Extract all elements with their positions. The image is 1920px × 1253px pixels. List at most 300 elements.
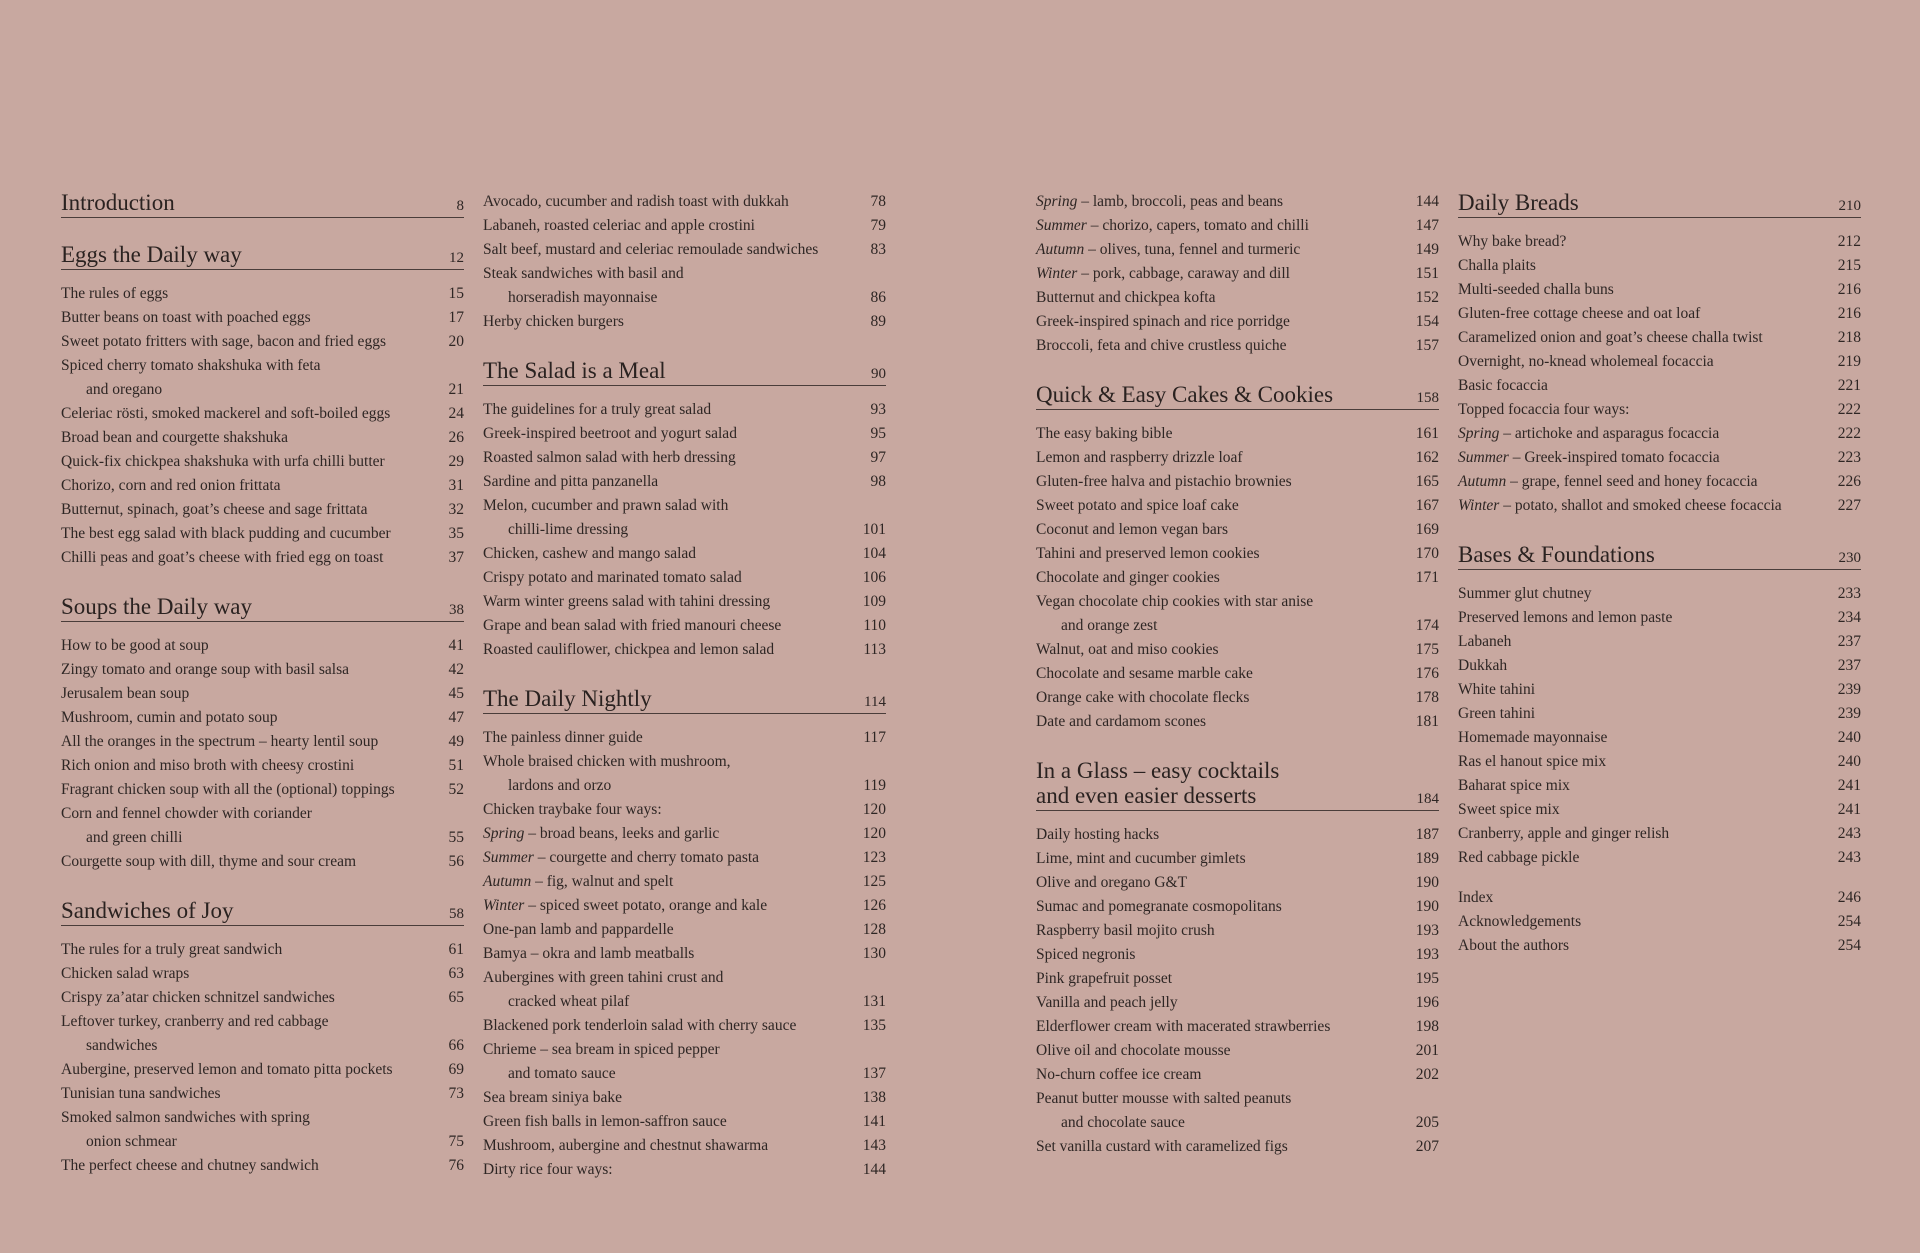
entry-title	[1458, 774, 1570, 798]
entry-title-text: Chicken salad wraps	[61, 965, 190, 982]
section-title: Eggs the Daily way	[61, 242, 242, 267]
toc-entry	[483, 446, 886, 470]
entry-title	[61, 850, 356, 874]
section-title: Quick & Easy Cakes & Cookies	[1036, 382, 1334, 407]
entry-title-text: Roasted cauliflower, chickpea and lemon salad	[483, 641, 775, 658]
section-page-number: 12	[449, 250, 464, 266]
entry-page-number: 187	[1415, 826, 1439, 843]
entry-title	[483, 470, 658, 494]
entry-page-number: 226	[1837, 473, 1861, 490]
toc-entry	[61, 962, 464, 986]
entry-title-text: Raspberry basil mojito crush	[1036, 922, 1215, 939]
toc-entry	[1458, 254, 1861, 278]
toc-entry	[1458, 278, 1861, 302]
entry-title	[61, 474, 281, 498]
entry-page-number: 75	[448, 1133, 464, 1150]
entry-page-number: 31	[448, 477, 464, 494]
entry-title-text: – Greek-inspired tomato focaccia	[1508, 449, 1720, 466]
entry-title	[483, 590, 770, 614]
entry-title	[61, 1154, 319, 1178]
entry-page-number: 222	[1837, 401, 1861, 418]
entry-title-text: Cranberry, apple and ginger relish	[1458, 825, 1670, 842]
entry-page-number: 98	[870, 473, 886, 490]
toc-entry	[1036, 710, 1439, 734]
entry-page-number: 138	[862, 1089, 886, 1106]
entry-title	[1458, 910, 1581, 934]
entry-title-text: Labaneh	[1458, 633, 1512, 650]
entry-title-text: Peanut butter mousse with salted peanuts	[1036, 1090, 1292, 1107]
entry-page-number: 154	[1415, 313, 1439, 330]
entry-title	[1036, 895, 1282, 919]
entry-page-number: 218	[1837, 329, 1861, 346]
toc-entry	[483, 1038, 886, 1086]
entry-title-text: Herby chicken burgers	[483, 313, 624, 330]
entry-title-text: Multi-seeded challa buns	[1458, 281, 1614, 298]
toc-section	[483, 358, 886, 662]
section-title: The Salad is a Meal	[483, 358, 666, 383]
section-heading	[1458, 190, 1861, 218]
entry-title-text: Zingy tomato and orange soup with basil salsa	[61, 661, 349, 678]
entry-title-text: Basic focaccia	[1458, 377, 1548, 394]
entry-page-number: 35	[448, 525, 464, 542]
entry-title-text: Smoked salmon sandwiches with spring	[61, 1109, 310, 1126]
toc-entry	[483, 566, 886, 590]
entry-page-number: 26	[448, 429, 464, 446]
entry-title-text: Butter beans on toast with poached eggs	[61, 309, 311, 326]
season-label: Autumn	[483, 873, 532, 890]
entry-title-continuation: and oregano	[86, 381, 163, 398]
entry-title	[1036, 446, 1243, 470]
entry-title-text: Steak sandwiches with basil and	[483, 265, 684, 282]
entry-title-text: The rules for a truly great sandwich	[61, 941, 283, 958]
toc-entry	[61, 354, 464, 402]
entry-title	[1036, 638, 1219, 662]
entry-title-text: Sweet potato and spice loaf cake	[1036, 497, 1239, 514]
entry-page-number: 47	[448, 709, 464, 726]
entry-title-text: Topped focaccia four ways:	[1458, 401, 1630, 418]
entry-page-number: 254	[1837, 913, 1861, 930]
entry-title-text: Grape and bean salad with fried manouri cheese	[483, 617, 782, 634]
entry-title	[61, 658, 349, 682]
entry-title-continuation: chilli-lime dressing	[508, 521, 629, 538]
entry-title-text: – broad beans, leeks and garlic	[524, 825, 720, 842]
toc-entry	[483, 494, 886, 542]
entry-page-number: 21	[448, 381, 464, 398]
entry-title	[483, 870, 673, 894]
section-heading	[61, 242, 464, 270]
entry-page-number: 104	[862, 545, 886, 562]
entry-page-number: 241	[1837, 801, 1861, 818]
entry-title-text: Index	[1458, 889, 1494, 906]
toc-entry	[483, 1158, 886, 1182]
entry-page-number: 157	[1415, 337, 1439, 354]
entry-title	[483, 846, 759, 870]
toc-entry	[1458, 910, 1861, 934]
section-heading	[483, 686, 886, 714]
entry-page-number: 120	[862, 801, 886, 818]
entry-title	[483, 310, 624, 334]
toc-entry	[1458, 774, 1861, 798]
entry-title-text: Chorizo, corn and red onion frittata	[61, 477, 281, 494]
entry-page-number: 233	[1837, 585, 1861, 602]
toc-entry	[1036, 1087, 1439, 1135]
entry-title-text: Chicken traybake four ways:	[483, 801, 662, 818]
toc-column-2	[483, 190, 886, 1206]
entry-title	[1036, 590, 1313, 638]
entry-title	[1458, 750, 1606, 774]
entry-title-text: Preserved lemons and lemon paste	[1458, 609, 1673, 626]
toc-entry	[61, 282, 464, 306]
entry-page-number: 45	[448, 685, 464, 702]
toc-entry	[483, 1110, 886, 1134]
toc-entry	[61, 330, 464, 354]
entry-title	[1036, 710, 1206, 734]
entry-title-text: Sardine and pitta panzanella	[483, 473, 659, 490]
toc-entry	[61, 1082, 464, 1106]
entry-title	[61, 962, 189, 986]
entry-title	[483, 566, 742, 590]
entry-page-number: 162	[1415, 449, 1439, 466]
entry-title-text: Dukkah	[1458, 657, 1508, 674]
toc-entry	[1036, 494, 1439, 518]
entry-page-number: 113	[863, 641, 886, 658]
section-heading	[61, 190, 464, 218]
toc-section	[1036, 190, 1439, 358]
toc-entry	[483, 966, 886, 1014]
entry-page-number: 196	[1415, 994, 1439, 1011]
toc-entry	[61, 850, 464, 874]
toc-section	[1036, 382, 1439, 734]
entry-page-number: 167	[1415, 497, 1439, 514]
entry-title	[1036, 1015, 1330, 1039]
entry-title	[1036, 967, 1172, 991]
entry-title	[61, 522, 391, 546]
entry-title	[1458, 606, 1672, 630]
toc-section	[61, 594, 464, 874]
toc-entry	[61, 634, 464, 658]
entry-title-text: Salt beef, mustard and celeriac remoulade sandwiches	[483, 241, 819, 258]
entry-title	[483, 190, 789, 214]
entry-page-number: 239	[1837, 705, 1861, 722]
entry-page-number: 181	[1415, 713, 1439, 730]
entry-page-number: 49	[448, 733, 464, 750]
section-page-number: 58	[449, 906, 464, 922]
entry-title-text: Corn and fennel chowder with coriander	[61, 805, 312, 822]
entry-title-text: The best egg salad with black pudding and cucumber	[61, 525, 391, 542]
entry-title	[61, 354, 321, 402]
entry-page-number: 171	[1415, 569, 1439, 586]
entry-title-text: Aubergine, preserved lemon and tomato pitta pockets	[61, 1061, 393, 1078]
toc-section	[61, 242, 464, 570]
entry-page-number: 52	[448, 781, 464, 798]
entry-title	[1458, 654, 1507, 678]
entry-title-text: Baharat spice mix	[1458, 777, 1570, 794]
entry-page-number: 144	[1415, 193, 1439, 210]
toc-section	[61, 898, 464, 1178]
section-page-number: 90	[871, 366, 886, 382]
entry-page-number: 78	[870, 193, 886, 210]
entry-title	[483, 614, 781, 638]
entry-title-text: – artichoke and asparagus focaccia	[1499, 425, 1720, 442]
entry-title-text: Acknowledgements	[1458, 913, 1582, 930]
entry-title-text: Labaneh, roasted celeriac and apple crostini	[483, 217, 755, 234]
entry-title-text: Challa plaits	[1458, 257, 1536, 274]
season-label: Spring	[1036, 193, 1078, 210]
entry-page-number: 141	[862, 1113, 886, 1130]
toc-entry	[1458, 654, 1861, 678]
entry-title	[61, 682, 189, 706]
entry-title	[483, 542, 696, 566]
toc-entry	[1036, 919, 1439, 943]
toc-column-3	[1036, 190, 1439, 1183]
entry-title	[1458, 446, 1720, 470]
entry-title	[1458, 494, 1782, 518]
entry-title	[483, 750, 731, 798]
entry-page-number: 17	[448, 309, 464, 326]
entry-title-text: Orange cake with chocolate flecks	[1036, 689, 1250, 706]
toc-entry	[1458, 582, 1861, 606]
entry-title	[483, 1086, 622, 1110]
section-page-number: 114	[864, 694, 886, 710]
entry-title-continuation: and green chilli	[86, 829, 183, 846]
toc-section	[61, 190, 464, 218]
toc-entry	[483, 942, 886, 966]
entry-page-number: 240	[1837, 753, 1861, 770]
entry-title	[1036, 1087, 1291, 1135]
entry-title	[61, 330, 386, 354]
entry-page-number: 51	[448, 757, 464, 774]
section-title: The Daily Nightly	[483, 686, 652, 711]
entry-title-continuation: cracked wheat pilaf	[508, 993, 630, 1010]
entry-title	[1036, 943, 1135, 967]
toc-entry	[1036, 871, 1439, 895]
entry-title-text: Sea bream siniya bake	[483, 1089, 623, 1106]
toc-entry	[61, 730, 464, 754]
toc-entry	[483, 590, 886, 614]
toc-entry	[1036, 262, 1439, 286]
entry-title-text: Whole braised chicken with mushroom,	[483, 753, 731, 770]
entry-title-text: Caramelized onion and goat’s cheese challa twist	[1458, 329, 1763, 346]
entry-page-number: 93	[870, 401, 886, 418]
entry-title-continuation: sandwiches	[86, 1037, 158, 1054]
entry-page-number: 42	[448, 661, 464, 678]
season-label: Winter	[1458, 497, 1500, 514]
entry-title-text: Courgette soup with dill, thyme and sour cream	[61, 853, 357, 870]
season-label: Winter	[1036, 265, 1078, 282]
entry-page-number: 24	[448, 405, 464, 422]
section-page-number: 38	[449, 602, 464, 618]
entry-title	[1036, 422, 1172, 446]
entry-title	[1458, 254, 1536, 278]
entry-page-number: 101	[862, 521, 886, 538]
entry-title	[483, 1134, 768, 1158]
entry-title-text: Spiced cherry tomato shakshuka with feta	[61, 357, 321, 374]
entry-title-text: One-pan lamb and pappardelle	[483, 921, 674, 938]
entry-title	[61, 778, 395, 802]
toc-entry	[1036, 847, 1439, 871]
toc-entry	[61, 1154, 464, 1178]
entry-title	[1458, 678, 1535, 702]
entry-page-number: 152	[1415, 289, 1439, 306]
entry-page-number: 195	[1415, 970, 1439, 987]
toc-entry	[483, 1134, 886, 1158]
entry-page-number: 161	[1415, 425, 1439, 442]
entry-page-number: 79	[870, 217, 886, 234]
entry-page-number: 109	[862, 593, 886, 610]
entry-title	[1036, 686, 1249, 710]
entry-title	[61, 730, 378, 754]
entry-title	[1458, 886, 1493, 910]
entry-page-number: 234	[1837, 609, 1861, 626]
entry-title	[1458, 798, 1560, 822]
entry-title	[483, 1038, 720, 1086]
entry-title-text: Sweet spice mix	[1458, 801, 1560, 818]
entry-title-text: About the authors	[1458, 937, 1570, 954]
toc-entry	[61, 306, 464, 330]
entry-title	[1036, 991, 1178, 1015]
toc-column-4	[1458, 190, 1861, 982]
entry-title	[483, 262, 684, 310]
toc-entry	[1458, 846, 1861, 870]
entry-page-number: 117	[863, 729, 886, 746]
entry-page-number: 254	[1837, 937, 1861, 954]
toc-entry	[61, 778, 464, 802]
entry-page-number: 76	[448, 1157, 464, 1174]
entry-page-number: 89	[870, 313, 886, 330]
toc-entry	[1036, 590, 1439, 638]
entry-title-text: – potato, shallot and smoked cheese focaccia	[1499, 497, 1782, 514]
toc-entry	[1458, 726, 1861, 750]
entry-page-number: 144	[862, 1161, 886, 1178]
toc-entry	[1036, 967, 1439, 991]
entry-title	[1036, 1135, 1288, 1159]
toc-entry	[1036, 1039, 1439, 1063]
entry-title-text: Green fish balls in lemon-saffron sauce	[483, 1113, 727, 1130]
entry-page-number: 41	[448, 637, 464, 654]
entry-page-number: 128	[862, 921, 886, 938]
entry-page-number: 73	[448, 1085, 464, 1102]
entry-title-text: How to be good at soup	[61, 637, 209, 654]
entry-title-text: Homemade mayonnaise	[1458, 729, 1608, 746]
entry-title-text: Leftover turkey, cranberry and red cabbage	[61, 1013, 329, 1030]
entry-title-text: Why bake bread?	[1458, 233, 1567, 250]
entry-title	[1458, 846, 1579, 870]
toc-entry	[483, 798, 886, 822]
entry-title-text: Butternut, spinach, goat’s cheese and sage frittata	[61, 501, 368, 518]
toc-entry	[61, 1106, 464, 1154]
toc-entry	[1458, 798, 1861, 822]
entry-page-number: 222	[1837, 425, 1861, 442]
section-heading	[1036, 382, 1439, 410]
entry-title-text: Coconut and lemon vegan bars	[1036, 521, 1228, 538]
entry-page-number: 175	[1415, 641, 1439, 658]
entry-title-text: The easy baking bible	[1036, 425, 1173, 442]
entry-page-number: 137	[862, 1065, 886, 1082]
entry-title-text: Gluten-free cottage cheese and oat loaf	[1458, 305, 1701, 322]
toc-entry	[61, 426, 464, 450]
toc-entry	[1036, 638, 1439, 662]
toc-entry	[1458, 374, 1861, 398]
entry-title-text: All the oranges in the spectrum – hearty lentil soup	[61, 733, 379, 750]
season-label: Autumn	[1036, 241, 1085, 258]
entry-title	[61, 754, 354, 778]
entry-page-number: 170	[1415, 545, 1439, 562]
entry-page-number: 110	[863, 617, 886, 634]
toc-entry	[483, 422, 886, 446]
section-title: Introduction	[61, 190, 175, 215]
entry-page-number: 176	[1415, 665, 1439, 682]
entry-title-text: The rules of eggs	[61, 285, 169, 302]
entry-title-text: No-churn coffee ice cream	[1036, 1066, 1202, 1083]
entry-title	[1036, 1039, 1231, 1063]
entry-page-number: 198	[1415, 1018, 1439, 1035]
entry-title-text: Quick-fix chickpea shakshuka with urfa chilli butter	[61, 453, 385, 470]
section-page-number: 8	[456, 198, 464, 214]
toc-section	[1458, 542, 1861, 958]
entry-page-number: 174	[1415, 617, 1439, 634]
toc-entry	[1036, 470, 1439, 494]
entry-title	[1036, 334, 1287, 358]
season-label: Spring	[483, 825, 525, 842]
entry-title-text: Summer glut chutney	[1458, 585, 1592, 602]
entry-page-number: 15	[448, 285, 464, 302]
entry-page-number: 239	[1837, 681, 1861, 698]
toc-entry	[1036, 686, 1439, 710]
section-page-number: 158	[1416, 390, 1439, 406]
toc-entry	[483, 470, 886, 494]
entry-title	[61, 938, 282, 962]
entry-title	[483, 238, 818, 262]
entry-title-text: White tahini	[1458, 681, 1536, 698]
entry-title-text: Daily hosting hacks	[1036, 826, 1160, 843]
toc-entry	[483, 238, 886, 262]
entry-title	[61, 706, 278, 730]
entry-title	[1036, 919, 1215, 943]
entry-page-number: 207	[1415, 1138, 1439, 1155]
entry-page-number: 56	[448, 853, 464, 870]
entry-title	[1458, 702, 1535, 726]
entry-title	[1036, 190, 1283, 214]
toc-entry	[61, 522, 464, 546]
toc-entry	[1458, 886, 1861, 910]
toc-entry	[1458, 350, 1861, 374]
toc-entry	[1458, 606, 1861, 630]
entry-title-text: Broccoli, feta and chive crustless quiche	[1036, 337, 1287, 354]
entry-title	[1036, 518, 1228, 542]
section-title: In a Glass – easy cocktails and even easier desserts	[1036, 758, 1280, 808]
toc-entry	[61, 474, 464, 498]
toc-entry	[483, 214, 886, 238]
entry-title	[1036, 310, 1290, 334]
toc-entry	[483, 542, 886, 566]
entry-title	[61, 498, 367, 522]
entry-page-number: 95	[870, 425, 886, 442]
entry-page-number: 219	[1837, 353, 1861, 370]
entry-title	[1036, 871, 1187, 895]
entry-title	[1036, 238, 1300, 262]
toc-column-1	[61, 190, 464, 1202]
section-page-number: 230	[1838, 550, 1861, 566]
toc-entry	[483, 846, 886, 870]
entry-page-number: 202	[1415, 1066, 1439, 1083]
entry-page-number: 212	[1837, 233, 1861, 250]
toc-entry	[483, 1086, 886, 1110]
entry-title-text: Gluten-free halva and pistachio brownies	[1036, 473, 1292, 490]
entry-title-text: Blackened pork tenderloin salad with cherry sauce	[483, 1017, 797, 1034]
entry-title-text: Overnight, no-knead wholemeal focaccia	[1458, 353, 1714, 370]
entry-title	[61, 426, 288, 450]
entry-page-number: 190	[1415, 898, 1439, 915]
